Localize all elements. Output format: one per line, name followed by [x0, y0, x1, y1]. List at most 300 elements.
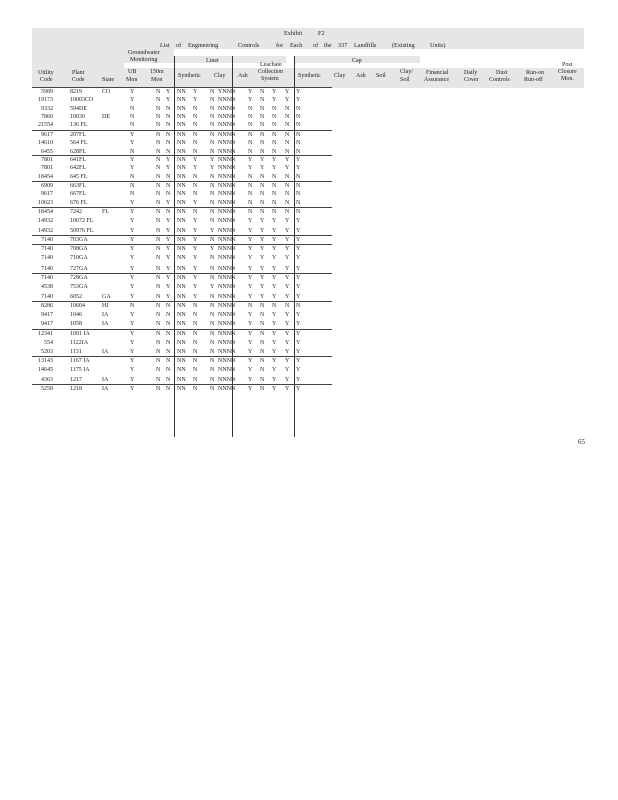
plant-code: 710GA: [70, 255, 88, 261]
liner-ash-value: N: [210, 174, 215, 180]
utility-code: 14645: [38, 367, 53, 373]
header-leachate: Leachate: [260, 62, 282, 68]
liner-clay-value: N: [193, 386, 198, 392]
cap-value: Y: [248, 157, 253, 163]
liner-ash-value: Y: [210, 228, 215, 234]
cap-value: Y: [296, 386, 301, 392]
header-cap-soil: Soil: [376, 73, 386, 79]
150m-mon-value: N: [156, 340, 161, 346]
150m-mon-value: N: [156, 367, 161, 373]
header-ub-mon: Mon: [126, 77, 138, 83]
150m-mon-value: N: [156, 349, 161, 355]
cap-value: Y: [285, 89, 290, 95]
cap-value: N: [248, 191, 253, 197]
table-row: [32, 366, 332, 374]
150m-mon-value: N: [156, 183, 161, 189]
cap-value: Y: [296, 246, 301, 252]
150m-mon-value: N: [156, 246, 161, 252]
utility-code: 7140: [41, 237, 53, 243]
150m-mon-value: N: [156, 303, 161, 309]
liner-synthetic-value: NN: [177, 294, 186, 300]
cap-value: N: [260, 174, 265, 180]
150m-mon-value: N: [156, 157, 161, 163]
gw-value: N: [166, 106, 171, 112]
150m-mon-value: N: [156, 386, 161, 392]
liner-ash-value: N: [210, 200, 215, 206]
ub-mon-value: Y: [130, 89, 135, 95]
title-word: Units): [430, 42, 446, 49]
liner-clay-value: N: [193, 140, 198, 146]
150m-mon-value: N: [156, 89, 161, 95]
cap-value: N: [285, 140, 290, 146]
liner-synthetic-value: NN: [177, 97, 186, 103]
liner-synthetic-value: NN: [177, 340, 186, 346]
title-word: the: [324, 42, 332, 49]
cap-value: N: [260, 183, 265, 189]
cap-value: N: [260, 321, 265, 327]
liner-synthetic-value: NN: [177, 321, 186, 327]
150m-mon-value: N: [156, 321, 161, 327]
cap-value: N: [285, 106, 290, 112]
state-code: IA: [102, 349, 109, 355]
title-word: Engineering: [188, 42, 219, 49]
cap-value: Y: [296, 228, 301, 234]
cap-value: Y: [296, 367, 301, 373]
cap-value: Y: [248, 340, 253, 346]
cap-value: N: [296, 132, 301, 138]
cap-value: Y: [248, 284, 253, 290]
liner-synthetic-value: NN: [177, 140, 186, 146]
150m-mon-value: N: [156, 331, 161, 337]
leachate-value: NNNN: [218, 367, 236, 373]
leachate-value: NNNN: [218, 165, 236, 171]
liner-ash-value: N: [210, 191, 215, 197]
150m-mon-value: N: [156, 255, 161, 261]
header-utility-code: Utility: [38, 70, 54, 76]
ub-mon-value: Y: [130, 275, 135, 281]
cap-value: Y: [260, 246, 265, 252]
gw-value: N: [166, 377, 171, 383]
cap-value: Y: [296, 157, 301, 163]
liner-ash-value: N: [210, 340, 215, 346]
cap-value: Y: [248, 367, 253, 373]
header-run-on: Run-off: [524, 77, 543, 83]
150m-mon-value: N: [156, 106, 161, 112]
cap-value: Y: [272, 386, 277, 392]
header-post-closure: Mon.: [561, 76, 574, 82]
ub-mon-value: Y: [130, 132, 135, 138]
table-row: [32, 88, 332, 96]
cap-value: N: [260, 312, 265, 318]
cap-value: N: [272, 132, 277, 138]
liner-synthetic-value: NN: [177, 209, 186, 215]
gw-value: N: [166, 149, 171, 155]
cap-value: Y: [296, 275, 301, 281]
header-cap: Cap: [352, 58, 362, 64]
leachate-value: NNNN: [218, 284, 236, 290]
cap-value: N: [272, 174, 277, 180]
cap-value: N: [272, 191, 277, 197]
cap-value: N: [260, 140, 265, 146]
150m-mon-value: N: [156, 97, 161, 103]
plant-code: 10003CO: [70, 97, 94, 103]
liner-synthetic-value: NN: [177, 237, 186, 243]
liner-clay-value: N: [193, 331, 198, 337]
ub-mon-value: Y: [130, 209, 135, 215]
cap-value: Y: [248, 266, 253, 272]
liner-clay-value: N: [193, 106, 198, 112]
liner-clay-value: Y: [193, 246, 198, 252]
header-leachate: Collection: [258, 69, 283, 75]
liner-ash-value: N: [210, 97, 215, 103]
150m-mon-value: N: [156, 266, 161, 272]
leachate-value: NNNN: [218, 377, 236, 383]
liner-ash-value: N: [210, 377, 215, 383]
liner-clay-value: Y: [193, 275, 198, 281]
cap-value: N: [285, 191, 290, 197]
liner-ash-value: N: [210, 331, 215, 337]
liner-ash-value: N: [210, 275, 215, 281]
cap-value: Y: [272, 266, 277, 272]
cap-value: Y: [296, 218, 301, 224]
cap-value: N: [248, 149, 253, 155]
cap-value: Y: [248, 331, 253, 337]
liner-ash-value: N: [210, 349, 215, 355]
header-financial-assurance: Assurance: [424, 77, 449, 83]
header-150m-mon: 150m: [150, 69, 164, 75]
plant-code: 663FL: [70, 183, 87, 189]
gw-value: N: [166, 183, 171, 189]
plant-code: 703GA: [70, 237, 88, 243]
cap-value: N: [272, 183, 277, 189]
cap-value: N: [248, 106, 253, 112]
plant-code: 1122IA: [70, 340, 89, 346]
cap-value: N: [296, 183, 301, 189]
gw-value: N: [166, 312, 171, 318]
gw-value: Y: [166, 246, 171, 252]
leachate-value: NNNN: [218, 97, 236, 103]
gw-value: N: [166, 340, 171, 346]
cap-value: Y: [260, 237, 265, 243]
liner-clay-value: Y: [193, 237, 198, 243]
cap-value: N: [260, 149, 265, 155]
cap-value: N: [296, 122, 301, 128]
utility-code: 9332: [41, 106, 53, 112]
gw-value: Y: [166, 266, 171, 272]
liner-ash-value: N: [210, 89, 215, 95]
utility-code: 7140: [41, 294, 53, 300]
leachate-value: NNNN: [218, 209, 236, 215]
liner-clay-value: N: [193, 367, 198, 373]
cap-value: N: [260, 200, 265, 206]
cap-value: Y: [285, 377, 290, 383]
state-code: DE: [102, 114, 110, 120]
150m-mon-value: N: [156, 165, 161, 171]
cap-value: Y: [260, 284, 265, 290]
liner-synthetic-value: NN: [177, 218, 186, 224]
utility-code: 5203: [41, 349, 53, 355]
liner-clay-value: Y: [193, 165, 198, 171]
liner-clay-value: Y: [193, 255, 198, 261]
cap-value: N: [248, 174, 253, 180]
liner-ash-value: N: [210, 183, 215, 189]
cap-value: N: [248, 183, 253, 189]
header-liner-synthetic: Synthetic: [178, 73, 201, 79]
liner-clay-value: Y: [193, 200, 198, 206]
cap-value: N: [296, 106, 301, 112]
plant-code: 10672 FL: [70, 218, 94, 224]
plant-code: 594DE: [70, 106, 87, 112]
gw-value: Y: [166, 89, 171, 95]
utility-code: 6909: [41, 183, 53, 189]
cap-value: Y: [272, 237, 277, 243]
gw-value: N: [166, 331, 171, 337]
liner-ash-value: N: [210, 266, 215, 272]
leachate-value: NNNN: [218, 149, 236, 155]
gw-value: Y: [166, 294, 171, 300]
row-separator: [32, 87, 332, 88]
cap-value: Y: [285, 331, 290, 337]
liner-synthetic-value: NN: [177, 183, 186, 189]
state-code: HI: [102, 303, 109, 309]
liner-ash-value: N: [210, 386, 215, 392]
cap-value: Y: [296, 358, 301, 364]
cap-value: N: [260, 209, 265, 215]
title-word: (Existing: [392, 42, 415, 49]
cap-value: Y: [272, 97, 277, 103]
cap-value: N: [260, 106, 265, 112]
utility-code: 4538: [41, 284, 53, 290]
table-row: [32, 339, 332, 347]
gw-value: N: [166, 367, 171, 373]
liner-synthetic-value: NN: [177, 122, 186, 128]
cap-value: Y: [272, 89, 277, 95]
cap-value: N: [248, 114, 253, 120]
liner-synthetic-value: NN: [177, 165, 186, 171]
leachate-value: NNNN: [218, 349, 236, 355]
table-row: [32, 320, 332, 328]
150m-mon-value: N: [156, 294, 161, 300]
liner-ash-value: N: [210, 218, 215, 224]
ub-mon-value: N: [130, 174, 135, 180]
leachate-value: NNNN: [218, 275, 236, 281]
gw-value: N: [166, 114, 171, 120]
gw-value: N: [166, 132, 171, 138]
utility-code: 9617: [41, 132, 53, 138]
ub-mon-value: Y: [130, 386, 135, 392]
header-liner-ash: Ash: [238, 73, 248, 79]
cap-value: N: [296, 209, 301, 215]
plant-code: 753GA: [70, 284, 88, 290]
ub-mon-value: Y: [130, 140, 135, 146]
liner-clay-value: N: [193, 132, 198, 138]
leachate-value: NNNN: [218, 358, 236, 364]
gw-value: Y: [166, 228, 171, 234]
ub-mon-value: Y: [130, 312, 135, 318]
ub-mon-value: Y: [130, 266, 135, 272]
liner-ash-value: N: [210, 294, 215, 300]
table-row: [32, 376, 332, 384]
leachate-value: NNNN: [218, 237, 236, 243]
state-code: FL: [102, 209, 110, 215]
state-code: IA: [102, 386, 109, 392]
cap-value: N: [260, 97, 265, 103]
header-plant-code: Code: [72, 77, 85, 83]
cap-value: Y: [285, 266, 290, 272]
plant-code: 728GA: [70, 275, 88, 281]
ub-mon-value: Y: [130, 284, 135, 290]
cap-value: Y: [296, 237, 301, 243]
150m-mon-value: N: [156, 174, 161, 180]
ub-mon-value: Y: [130, 165, 135, 171]
header-leachate: System: [261, 76, 279, 82]
plant-code: 642FL: [70, 165, 87, 171]
cap-value: N: [260, 132, 265, 138]
header-plant-code: Plant: [72, 70, 85, 76]
table-row: [32, 302, 332, 310]
cap-value: Y: [272, 331, 277, 337]
cap-value: Y: [248, 218, 253, 224]
cap-value: Y: [272, 284, 277, 290]
plant-code: 676 FL: [70, 200, 88, 206]
cap-value: Y: [285, 246, 290, 252]
table-row: [32, 236, 332, 244]
cap-value: Y: [285, 386, 290, 392]
liner-clay-value: Y: [193, 294, 198, 300]
liner-synthetic-value: NN: [177, 303, 186, 309]
cap-value: Y: [285, 321, 290, 327]
table-row: [32, 199, 332, 207]
cap-value: N: [272, 140, 277, 146]
cap-value: Y: [272, 321, 277, 327]
plant-code: 1175 IA: [70, 367, 90, 373]
utility-code: 6455: [41, 149, 53, 155]
table-row: [32, 113, 332, 121]
header-150m-mon: Mon: [151, 77, 163, 83]
150m-mon-value: N: [156, 200, 161, 206]
table-row: [32, 156, 332, 164]
liner-clay-value: Y: [193, 228, 198, 234]
cap-value: Y: [248, 89, 253, 95]
header-run-on: Run-on: [526, 70, 544, 76]
cap-value: Y: [248, 312, 253, 318]
150m-mon-value: N: [156, 149, 161, 155]
cap-value: Y: [248, 358, 253, 364]
cap-value: Y: [248, 349, 253, 355]
liner-synthetic-value: NN: [177, 331, 186, 337]
plant-code: 708GA: [70, 246, 88, 252]
page-number: 65: [578, 438, 585, 446]
liner-ash-value: N: [210, 209, 215, 215]
cap-value: Y: [296, 321, 301, 327]
cap-value: Y: [248, 165, 253, 171]
gw-value: Y: [166, 275, 171, 281]
cap-value: Y: [296, 97, 301, 103]
cap-value: N: [296, 114, 301, 120]
cap-value: Y: [260, 255, 265, 261]
liner-synthetic-value: NN: [177, 157, 186, 163]
liner-ash-value: N: [210, 312, 215, 318]
cap-value: N: [272, 303, 277, 309]
title-word: 337: [338, 42, 348, 49]
state-code: IA: [102, 377, 109, 383]
liner-ash-value: N: [210, 358, 215, 364]
table-row: [32, 139, 332, 147]
liner-clay-value: N: [193, 114, 198, 120]
header-liner: Liner: [206, 58, 219, 64]
ub-mon-value: Y: [130, 228, 135, 234]
plant-code: 1131: [70, 349, 82, 355]
utility-code: 5989: [41, 89, 53, 95]
liner-synthetic-value: NN: [177, 89, 186, 95]
state-code: IA: [102, 321, 109, 327]
cap-value: N: [248, 200, 253, 206]
table-row: [32, 217, 332, 225]
cap-value: N: [260, 367, 265, 373]
utility-code: 14932: [38, 218, 53, 224]
gw-value: Y: [166, 157, 171, 163]
header-daily-cover: Cover: [464, 77, 479, 83]
liner-clay-value: Y: [193, 97, 198, 103]
cap-value: Y: [272, 294, 277, 300]
liner-clay-value: N: [193, 209, 198, 215]
ub-mon-value: Y: [130, 97, 135, 103]
cap-value: Y: [272, 358, 277, 364]
liner-ash-value: N: [210, 122, 215, 128]
leachate-value: NNNN: [218, 255, 236, 261]
cap-value: Y: [285, 340, 290, 346]
ub-mon-value: N: [130, 114, 135, 120]
gw-value: Y: [166, 97, 171, 103]
title-word: for: [276, 42, 284, 49]
utility-code: 12341: [38, 331, 53, 337]
cap-value: N: [260, 122, 265, 128]
150m-mon-value: N: [156, 284, 161, 290]
liner-synthetic-value: NN: [177, 367, 186, 373]
table-row: [32, 173, 332, 181]
liner-ash-value: N: [210, 237, 215, 243]
cap-value: Y: [272, 367, 277, 373]
header-cap-clay-soil: Soil: [400, 77, 410, 83]
cap-value: Y: [260, 165, 265, 171]
cap-value: N: [296, 140, 301, 146]
leachate-value: NNNN: [218, 140, 236, 146]
ub-mon-value: N: [130, 303, 135, 309]
cap-value: N: [285, 183, 290, 189]
table-row: [32, 357, 332, 365]
liner-clay-value: N: [193, 149, 198, 155]
gw-value: N: [166, 209, 171, 215]
cap-value: N: [296, 200, 301, 206]
cap-value: N: [285, 209, 290, 215]
cap-value: Y: [248, 377, 253, 383]
gw-value: Y: [166, 218, 171, 224]
leachate-value: NNNN: [218, 312, 236, 318]
utility-code: 13143: [38, 358, 53, 364]
header-leachate-synthetic: Synthetic: [298, 73, 321, 79]
cap-value: N: [260, 191, 265, 197]
gw-value: Y: [166, 237, 171, 243]
plant-code: 136 FL: [70, 122, 88, 128]
cap-value: Y: [296, 294, 301, 300]
cap-value: Y: [248, 97, 253, 103]
cap-value: Y: [285, 284, 290, 290]
cap-value: N: [248, 209, 253, 215]
cap-value: Y: [296, 340, 301, 346]
gw-value: N: [166, 349, 171, 355]
liner-ash-value: N: [210, 114, 215, 120]
leachate-value: NNNN: [218, 294, 236, 300]
